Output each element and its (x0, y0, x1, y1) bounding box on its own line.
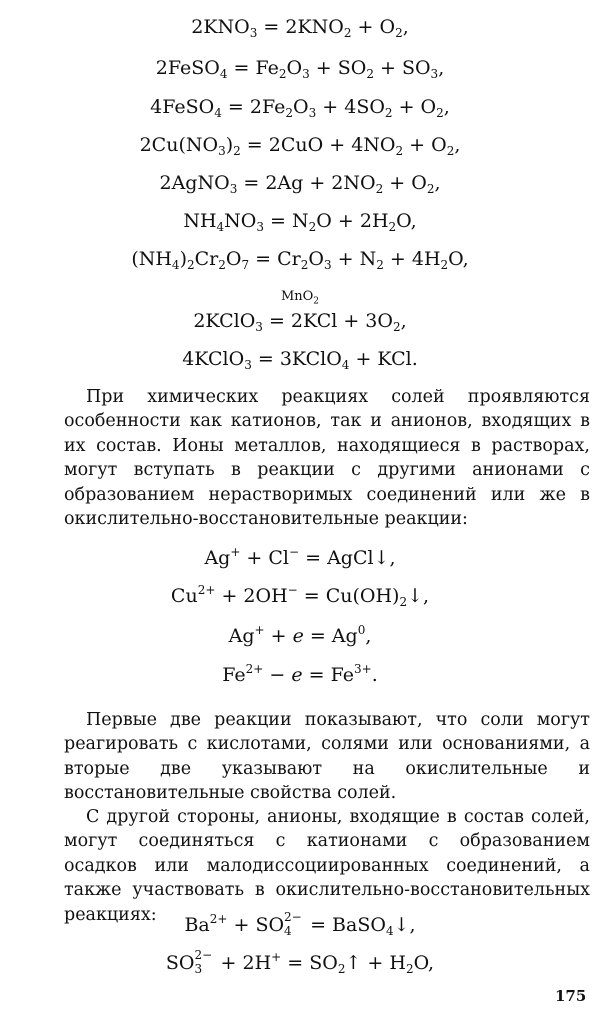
paragraph-reaction-summary: Первые две реакции показывают, что соли могут реагировать с кислотами, солями или основаниями, а вторые две указывают на окислительные и восстановительные свойства солей. (64, 710, 590, 804)
equation-iron-sulfate-2: 4FeSO$_4$ = $2Fe_2O_3 + 4SO_2 + O_2$, (150, 96, 450, 120)
page-number: 175 (555, 987, 587, 1005)
equation-barium-sulfate: $Ba^{2+}$ + SO 2− 4 = BaSO$_4$↓, (184, 910, 416, 938)
sulfate-ion-indices: 2− 4 (284, 910, 302, 938)
equation-iron-sulfate-1: 2FeSO$_4$ = $Fe_2O_3 + SO_2 + SO_3$, (155, 57, 445, 81)
equation-potassium-chlorate-2: 4KClO$_3$ = 3KClO$_4$ + KCl. (182, 348, 418, 372)
equation-sulfite-acid: SO 2− 3 + $2H^+ = SO_2↑ + H_2O$, (165, 948, 435, 976)
paragraph-salt-ion-reactions: При химических реакциях солей проявляются особенности как катионов, так и анионов, входящих в их состав. Ионы металлов, находящиеся в растворах, могут вступать в реакции с другими анионами с образованием нерастворимых соединений или же в окислительно-восстановительные реакции: (64, 387, 590, 530)
catalyst-label: MnO$_2$ (280, 289, 320, 307)
paragraph-anion-reactions: С другой стороны, анионы, входящие в состав солей, могут соединяться с катионами с образованием осадков или малодиссоциированных соединений, а также участвовать в окислительно-восстановительных реакциях: (64, 807, 590, 925)
equation-copper-hydroxide: $Cu^{2+} + 2OH^-$ = $Cu(OH)_2↓$, (170, 583, 430, 609)
equation-silver-chloride: Ag+ + Cl− = AgCl↓, (204, 545, 396, 569)
equation-ammonium-dichromate: $(NH_4)_2Cr_2O_7 = Cr_2O_3 + N_2 + 4H_2O$, (131, 248, 469, 272)
equation-copper-nitrate: $2Cu(NO_3)_2 = 2CuO + 4NO_2 + O_2$, (139, 134, 461, 158)
equation-ammonium-nitrate: $NH_4NO_3 = N_2O + 2H_2O$, (183, 210, 417, 234)
equation-silver-reduction: $Ag^+ + e = Ag^0$, (228, 623, 372, 647)
equation-potassium-nitrate: $2KNO_3 = 2KNO_2 + O_2$, (191, 16, 409, 40)
equation-potassium-chlorate-1: 2KClO$_3$ = $2KCl + 3O_2$, (193, 310, 407, 334)
sulfite-ion-indices: 2− 3 (194, 948, 213, 976)
equation-silver-nitrate: 2AgNO$_3$ = $2Ag + 2NO_2 + O_2$, (159, 172, 441, 196)
equation-iron-oxidation: $Fe^{2+} - e = Fe^{3+}$. (222, 662, 378, 686)
